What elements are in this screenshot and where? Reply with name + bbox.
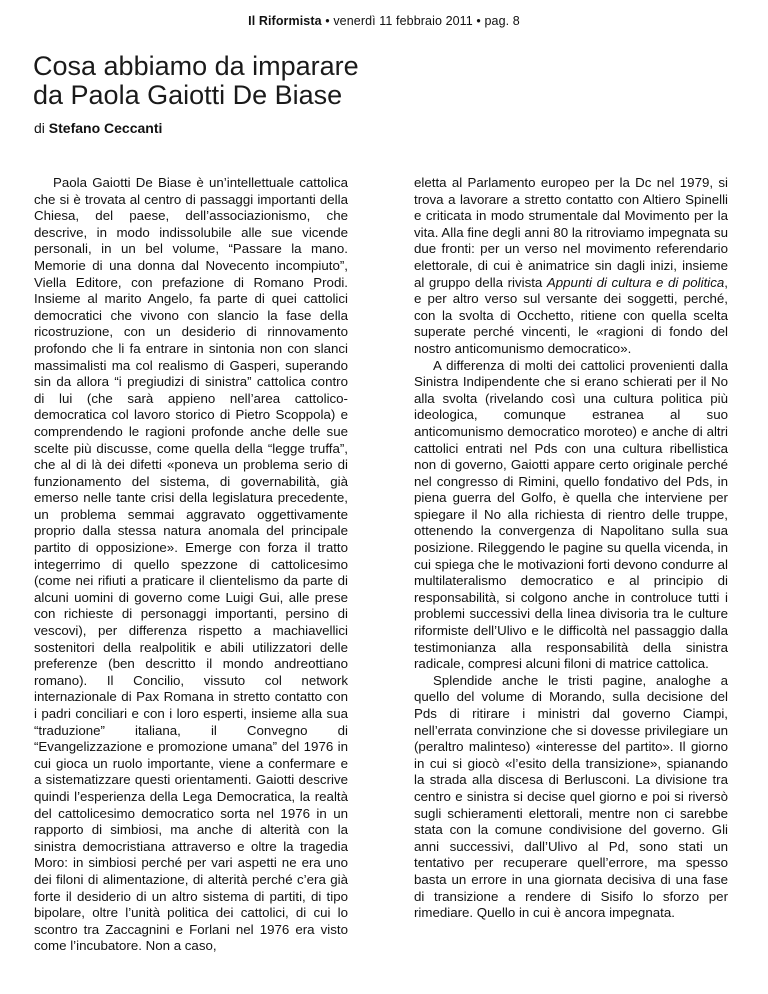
paragraph-1-continued xyxy=(414,175,728,358)
article-title xyxy=(33,52,733,110)
paragraph-1-continued-text-a: eletta al Parlamento europeo per la Dc nel 1979, si trova a lavorare a stretto contatto con Altiero Spinelli e criticata in modo strumentale dal Movimento per la vita. Alla fine degli anni 80 la ritroviamo impegnata su due fronti: per un verso nel movimento referendario elettorale, di cui è animatrice sin dagli inizi, insieme al gruppo della rivista xyxy=(414,175,728,290)
byline-prefix: di xyxy=(34,120,49,136)
byline xyxy=(34,120,162,136)
paragraph-1-continued-text-b: , e per altro verso sul versante dei soggetti, perché, con la svolta di Occhetto, ritiene con quella scelta superate perché vincenti, le «ragioni di fondo del nostro anticomunismo democratico». xyxy=(414,274,728,356)
header-separator: • xyxy=(321,14,334,28)
journal-title: Appunti di cultura e di politica xyxy=(546,274,725,290)
article-column-left xyxy=(34,175,348,955)
paragraph-3: Splendide anche le tristi pagine, analoghe a quello del volume di Morando, sulla decisione del Pds di ritirare i ministri dal governo Ciampi, nell’errata convinzione che si dovesse privilegiare un (peraltro malinteso) «interesse del partito». Il giorno in cui si giocò «l’esito della transizione», spianando la strada alla discesa di Berlusconi. La divisione tra centro e sinistra si decise quel giorno e poi si riversò sugli schieramenti elettorali, mentre non ci sarebbe stata con la comune condivisione del governo. Gli anni successivi, dall’Ulivo al Pd, sono stati un tentativo per recuperare quell’errore, ma spesso basta un errore in una giornata decisiva di una fase di transizione a rendere di Sisifo lo sforzo per rimediare. Quello in cui è ancora impegnata. xyxy=(414,672,728,921)
article-column-right xyxy=(414,175,728,922)
article-title-line-1: Cosa abbiamo da imparare xyxy=(33,51,359,81)
page-number: pag. 8 xyxy=(484,14,520,28)
publication-name: Il Riformista xyxy=(248,14,322,28)
author-name: Stefano Ceccanti xyxy=(48,120,163,136)
paragraph-1: Paola Gaiotti De Biase è un’intellettuale cattolica che si è trovata al centro di passaggi importanti della Chiesa, del paese, dell’associazionismo, che descrive, in modo indissolubile alle sue vicende personali, in un bel volume, “Passare la mano. Memorie di una donna dal Novecento incompiuto”, Viella Editore, con prefazione di Romano Prodi. Insieme al marito Angelo, fa parte di quei cattolici democratici che vivono con slancio la fase della ricostruzione, con un desiderio di rinnovamento profondo che li fa entrare in sintonia non con slanci massimalisti ma col realismo di Gasperi, superando sin da allora “i pregiudizi di sinistra” cattolica contro di lui (che sarà appieno nell’area cattolico-democratica col lavoro storico di Pietro Scoppola) e comprendendo le ragioni profonde anche delle sue scelte più discusse, come quella della “legge truffa”, che al di là dei difetti «poneva un problema serio di funzionamento del sistema, di governabilità, già emerso nelle tante crisi della legislatura precedente, un problema semmai aggravato oggettivamente proprio dalla stessa natura anomala del principale partito di opposizione». Emerge con forza il tratto integerrimo di quello spezzone di cattolicesimo (come nei rifiuti a praticare il clientelismo da parte di alcuni uomini di governo come Luigi Gui, alle prese con richieste di personaggi importanti, persino di vescovi), per differenza rispetto a machiavellici sostenitori della realpolitik e abili utilizzatori delle preferenze (ben descritto il mondo andreottiano romano). Il Concilio, vissuto col network internazionale di Pax Romana in stretto contatto con i padri conciliari e con i loro esperti, insieme alla sua “traduzione” italiana, il Convegno di “Evangelizzazione e promozione umana” del 1976 in cui gioca un ruolo importante, viene a confermare e a sistematizzare questi orientamenti. Gaiotti descrive quindi l’esperienza della Lega Democratica, la realtà del cattolicesimo democratico sorta nel 1976 in un rapporto di simbiosi, ma anche di alterità con la sinistra democristiana attraverso e oltre la tragedia Moro: in simbiosi perché per vari aspetti ne era uno dei filoni di alimentazione, di alterità perché c’era già forte il desiderio di un altro sistema di partiti, di tipo bipolare, oltre l’unità politica dei cattolici, di cui lo scontro tra Zaccagnini e Forlani nel 1976 era visto come l’incubatore. Non a caso, xyxy=(34,175,348,954)
header-separator: • xyxy=(472,14,485,28)
issue-date: venerdì 11 febbraio 2011 xyxy=(333,14,473,28)
page-header xyxy=(0,14,768,28)
paragraph-2: A differenza di molti dei cattolici provenienti dalla Sinistra Indipendente che si erano schierati per il No alla svolta (rivelando così una cultura politica più ideologica, comunque estranea al suo anticomunismo democratico moroteo) e anche di altri cattolici entrati nel Pds con una cultura ribellistica non di governo, Gaiotti appare certo originale perché nel congresso di Rimini, quello fondativo del Pds, in piena guerra del Golfo, è quella che interviene per spiegare il No alla richiesta di rientro delle truppe, ottenendo la convergenza di Napolitano sulla sua posizione. Rileggendo le pagine su quella vicenda, in cui spiega che le motivazioni forti devono condurre al multilateralismo democratico e al principio di responsabilità, si colgono anche in controluce tutti i problemi successivi della linea divisoria tra le culture riformiste dell’Ulivo e le difficoltà nel passaggio dalla testimonianza alla responsabilità della sinistra radicale, compresi alcuni filoni di matrice cattolica. xyxy=(414,357,728,672)
article-title-line-2: da Paola Gaiotti De Biase xyxy=(33,80,343,110)
